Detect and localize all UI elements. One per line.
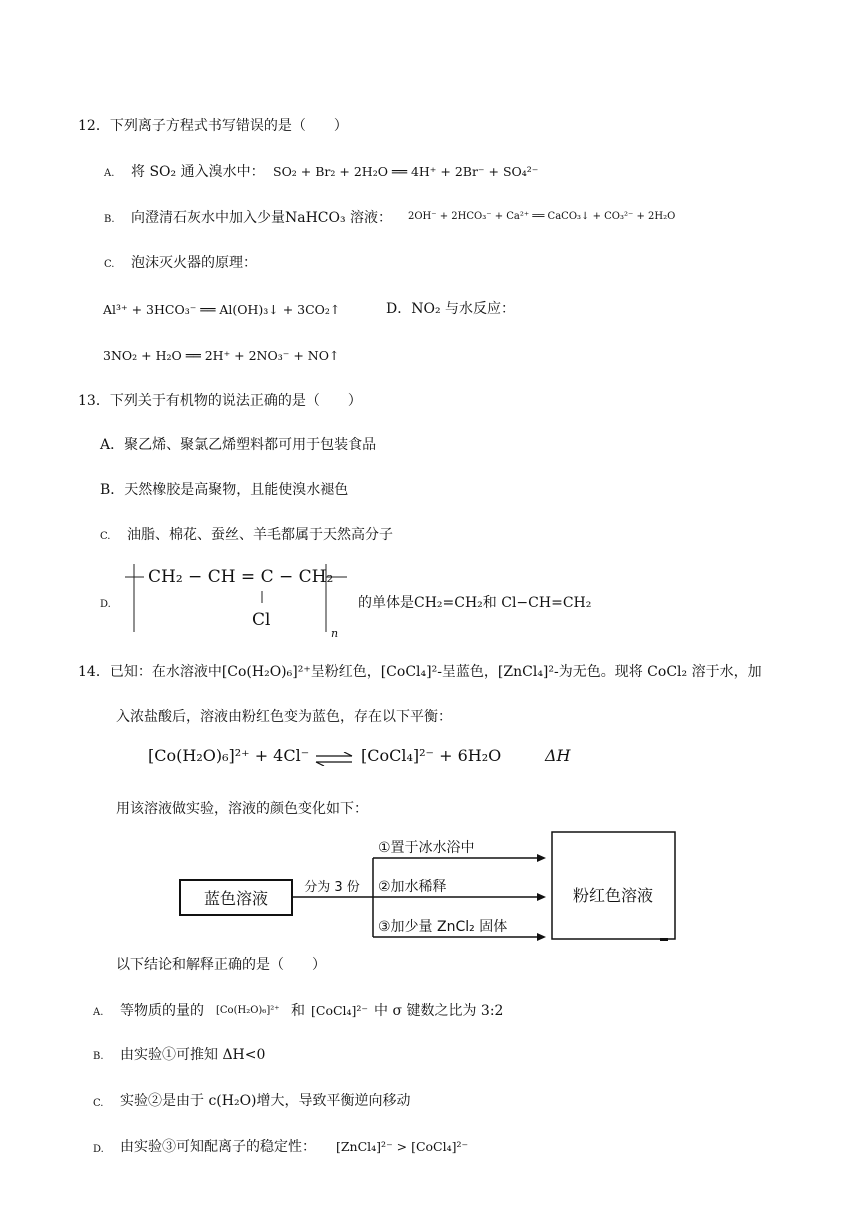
arrow-2-icon (537, 893, 546, 901)
q13-option-d-label: D. (100, 599, 111, 610)
q12-option-a-text: 将 SO₂ 通入溴水中： (131, 164, 265, 180)
q14-stem-line2: 入浓盐酸后，溶液由粉红色变为蓝色，存在以下平衡： (116, 709, 452, 725)
q13-option-a: A．聚乙烯、聚氯乙烯塑料都可用于包装食品 (100, 437, 377, 453)
q14-equilibrium-right: [CoCl₄]²⁻ + 6H₂O (361, 746, 502, 765)
q12-option-c-text: 泡沫灭火器的原理： (131, 255, 257, 271)
q12-option-a-equation: SO₂ + Br₂ + 2H₂O ══ 4H⁺ + 2Br⁻ + SO₄²⁻ (273, 164, 539, 179)
q14-option-d-formula: [ZnCl₄]²⁻ > [CoCl₄]²⁻ (336, 1139, 469, 1154)
q12-option-c-label: C. (104, 259, 115, 270)
q14-option-a-label: A. (93, 1007, 104, 1018)
step-2-label: ②加水稀释 (378, 879, 447, 895)
q13-stem: 13．下列关于有机物的说法正确的是（ ） (78, 393, 362, 409)
arrow-3-icon (537, 933, 546, 941)
polymer-substituent: Cl (252, 610, 271, 630)
q14-option-a-text-3: 中 σ 键数之比为 3:2 (374, 1003, 504, 1019)
q14-option-d-label: D. (93, 1144, 104, 1155)
q14-option-c-label: C. (93, 1098, 104, 1109)
q14-experiment-intro: 用该溶液做实验，溶液的颜色变化如下： (116, 801, 368, 817)
q13-option-d-text: 的单体是CH₂=CH₂和 Cl−CH=CH₂ (358, 595, 592, 611)
step-1-label: ①置于冰水浴中 (378, 840, 475, 856)
q13-option-c-text: 油脂、棉花、蚕丝、羊毛都属于天然高分子 (127, 527, 393, 543)
q13-option-b: B．天然橡胶是高聚物，且能使溴水褪色 (100, 482, 349, 498)
q14-option-a-formula-1: [Co(H₂O)₆]²⁺ (216, 1005, 280, 1016)
experiment-diagram (175, 830, 685, 945)
q14-question: 以下结论和解释正确的是（ ） (116, 957, 326, 973)
q14-option-d-text: 由实验③可知配离子的稳定性： (120, 1139, 316, 1155)
q14-option-a-text-1: 等物质的量的 (120, 1003, 204, 1019)
q12-option-d-equation: 3NO₂ + H₂O ══ 2H⁺ + 2NO₃⁻ + NO↑ (103, 348, 340, 363)
pink-solution-label: 粉红色溶液 (572, 886, 654, 905)
q14-option-a-formula-2: [CoCl₄]²⁻ (311, 1003, 369, 1018)
q14-option-c-text: 实验②是由于 c(H₂O)增大，导致平衡逆向移动 (120, 1093, 411, 1109)
q12-stem: 12．下列离子方程式书写错误的是（ ） (78, 118, 348, 134)
split-label: 分为 3 份 (304, 880, 360, 895)
polymer-structure (120, 560, 360, 638)
q14-option-a-text-2: 和 (291, 1003, 305, 1019)
polymer-n: n (331, 627, 339, 638)
polymer-chain: CH₂ − CH = C − CH₂ (148, 567, 334, 587)
q14-option-b-text: 由实验①可推知 ΔH<0 (120, 1047, 266, 1063)
blue-solution-label: 蓝色溶液 (203, 889, 269, 908)
q12-option-a-label: A. (104, 168, 115, 179)
q12-option-c-equation: Al³⁺ + 3HCO₃⁻ ══ Al(OH)₃↓ + 3CO₂↑ (103, 302, 341, 317)
q14-equilibrium-dh: ΔH (545, 746, 571, 765)
q14-option-b-label: B. (93, 1051, 104, 1062)
q12-option-b-label: B. (104, 214, 115, 225)
q12-option-b-equation: 2OH⁻ + 2HCO₃⁻ + Ca²⁺ ══ CaCO₃↓ + CO₃²⁻ + 2H₂O (408, 211, 676, 222)
arrow-1-icon (537, 854, 546, 862)
equilibrium-arrow-icon (314, 752, 354, 766)
q12-option-b-text: 向澄清石灰水中加入少量NaHCO₃ 溶液： (131, 210, 393, 226)
step-3-label: ③加少量 ZnCl₂ 固体 (378, 919, 508, 935)
q14-stem-line1: 14．已知：在水溶液中[Co(H₂O)₆]²⁺呈粉红色，[CoCl₄]²-呈蓝色，[ZnCl₄]²-为无色。现将 CoCl₂ 溶于水，加 (78, 664, 762, 680)
q13-option-c-label: C. (100, 531, 111, 542)
q12-option-d-text: D．NO₂ 与水反应： (386, 301, 516, 317)
q14-equilibrium-left: [Co(H₂O)₆]²⁺ + 4Cl⁻ (148, 746, 310, 765)
